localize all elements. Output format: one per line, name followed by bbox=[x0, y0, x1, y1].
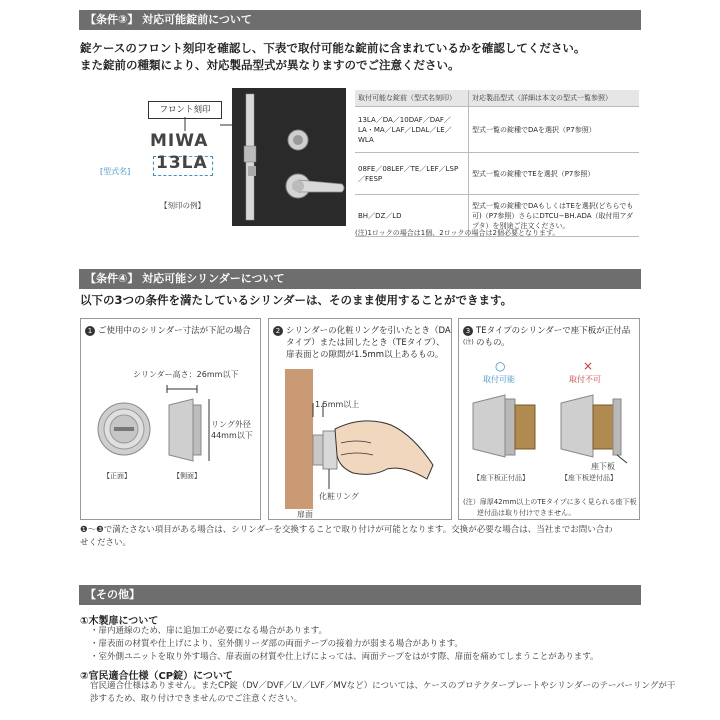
ng-mark: × bbox=[583, 359, 594, 373]
ring-diameter-label1: リング外径 bbox=[211, 420, 251, 429]
other-item2-line: 渉するため、取り付けできませんのでご注意ください。 bbox=[90, 694, 303, 704]
section4-footer-2: せください。 bbox=[80, 538, 132, 548]
section3-lead-1: 錠ケースのフロント刻印を確認し、下表で取付可能な錠前に含まれているかを確認してください。 bbox=[80, 41, 586, 55]
table-cell-locks: 08FE／08LEF／TE／LEF／LSP／FESP bbox=[355, 153, 469, 195]
table-cell-model: 型式一覧の錠種でDAもしくはTEを選択(どちらでも可)（P7参照）さらにDTCU−BH.ADA（取付用アダプタ）を別途ご注文ください。 bbox=[469, 195, 640, 237]
stamp-caption: 【刻印の例】 bbox=[160, 201, 205, 210]
other-item2-title: ②官民適合仕様（CP錠）について bbox=[80, 671, 233, 682]
model-name-label: [型式名] bbox=[100, 167, 131, 176]
caption-plate-ng: 【座下板逆付品】 bbox=[561, 474, 617, 482]
box3-title-2: のもの。 bbox=[476, 338, 510, 348]
table-cell-model: 型式一覧の錠種でDAを選択（P7参照） bbox=[469, 107, 640, 153]
table-header-model: 対応製品型式（詳細は本文の型式一覧参照） bbox=[469, 90, 640, 107]
box1-title: 1 ご使用中のシリンダー寸法が下記の場合 bbox=[85, 325, 251, 337]
table-row bbox=[355, 107, 639, 153]
stamp-text-line1: MIWA bbox=[150, 131, 209, 151]
table-cell-locks: BH／DZ／LD bbox=[355, 195, 469, 237]
box2-title-1: 2 シリンダーの化粧リングを引いたとき（DA bbox=[273, 325, 451, 337]
box2-title-2: タイプ）または回したとき（TEタイプ）、 bbox=[286, 338, 445, 348]
ok-mark: ○ bbox=[495, 359, 506, 373]
section4-header: 【条件④】 対応可能シリンダーについて bbox=[79, 269, 641, 289]
condition-box-1 bbox=[80, 318, 261, 520]
caption-front: 【正面】 bbox=[103, 472, 131, 480]
table-note: (注)1ロックの場合は1個、2ロックの場合は2個必要となります。 bbox=[355, 229, 560, 237]
box3-note-2: 逆付品は取り付けできません。 bbox=[477, 509, 576, 517]
section4-footer-1: ❶〜❸で満たさない項目がある場合は、シリンダーを交換することで取り付けが可能となります。交換が必要な場合は、当社までお問い合わ bbox=[80, 525, 613, 535]
box3-note-1: (注）扉厚42mm以上のTEタイプに多く見られる座下板 bbox=[463, 498, 637, 506]
other-item1-line: ・扉表面の材質や仕上げにより、室外側リーダ部の両面テープの接着力が弱まる場合があります。 bbox=[90, 639, 463, 649]
box3-number: 3 bbox=[463, 326, 473, 336]
ring-diameter-label2: 44mm以下 bbox=[211, 431, 253, 440]
table-header-locks: 取付可能な錠前（型式名刻印） bbox=[355, 90, 469, 107]
cylinder-height-label: シリンダー高さ：26mm以下 bbox=[133, 370, 239, 379]
section3-lead-2: また錠前の種類により、対応製品型式が異なりますのでご注意ください。 bbox=[80, 58, 460, 72]
box1-number: 1 bbox=[85, 326, 95, 336]
other-item1-line: ・扉内通線のため、扉に追加工が必要になる場合があります。 bbox=[90, 626, 327, 636]
door-surface-label: 扉面 bbox=[297, 510, 313, 519]
stamp-text-line2: 13LA bbox=[156, 153, 208, 173]
gap-label: 1.5mm以上 bbox=[315, 400, 360, 409]
section4-lead: 以下の3つの条件を満たしているシリンダーは、そのまま使用することができます。 bbox=[80, 293, 513, 307]
compatibility-table bbox=[355, 90, 639, 237]
box2-title-3: 扉表面との隙間が1.5mm以上あるもの。 bbox=[286, 350, 444, 360]
other-item1-line: ・室外側ユニットを取り外す場合、扉表面の材質や仕上げによっては、両面テープをはがす際、扉面を痛めてしまうことがあります。 bbox=[90, 652, 599, 662]
table-row bbox=[355, 153, 639, 195]
ng-label: 取付不可 bbox=[569, 375, 601, 384]
other-header: 【その他】 bbox=[79, 585, 641, 605]
decorative-ring-label: 化粧リング bbox=[319, 492, 359, 501]
caption-side: 【側面】 bbox=[173, 472, 201, 480]
cylinder-pull-illustration bbox=[283, 369, 451, 515]
ok-label: 取付可能 bbox=[483, 375, 515, 384]
caption-plate-ok: 【座下板正付品】 bbox=[473, 474, 529, 482]
other-item1-title: ①木製扉について bbox=[80, 616, 159, 627]
table-cell-locks: 13LA／DA／10DAF／DAF／LA・MA／LAF／LDAL／LE／WLA bbox=[355, 107, 469, 153]
box3-title-1: 3 TEタイプのシリンダーで座下板が正付品$^{(注)}$ bbox=[463, 326, 631, 346]
condition-box-2 bbox=[268, 318, 452, 520]
base-plate-label: 座下板 bbox=[591, 462, 615, 471]
table-cell-model: 型式一覧の錠種でTEを選択（P7参照） bbox=[469, 153, 640, 195]
condition-box-3 bbox=[458, 318, 640, 520]
door-lock-photo bbox=[232, 88, 346, 226]
front-stamp-label: フロント刻印 bbox=[148, 101, 222, 119]
box2-number: 2 bbox=[273, 326, 283, 336]
section3-header: 【条件③】 対応可能錠前について bbox=[79, 10, 641, 30]
other-item2-line: 官民適合仕様はありません。またCP錠（DV／DVF／LV／LVF／MVなど）については、ケースのプロテクタープレートやシリンダーのテーパーリングが干 bbox=[90, 681, 676, 691]
cylinder-plate-comparison bbox=[465, 389, 637, 467]
